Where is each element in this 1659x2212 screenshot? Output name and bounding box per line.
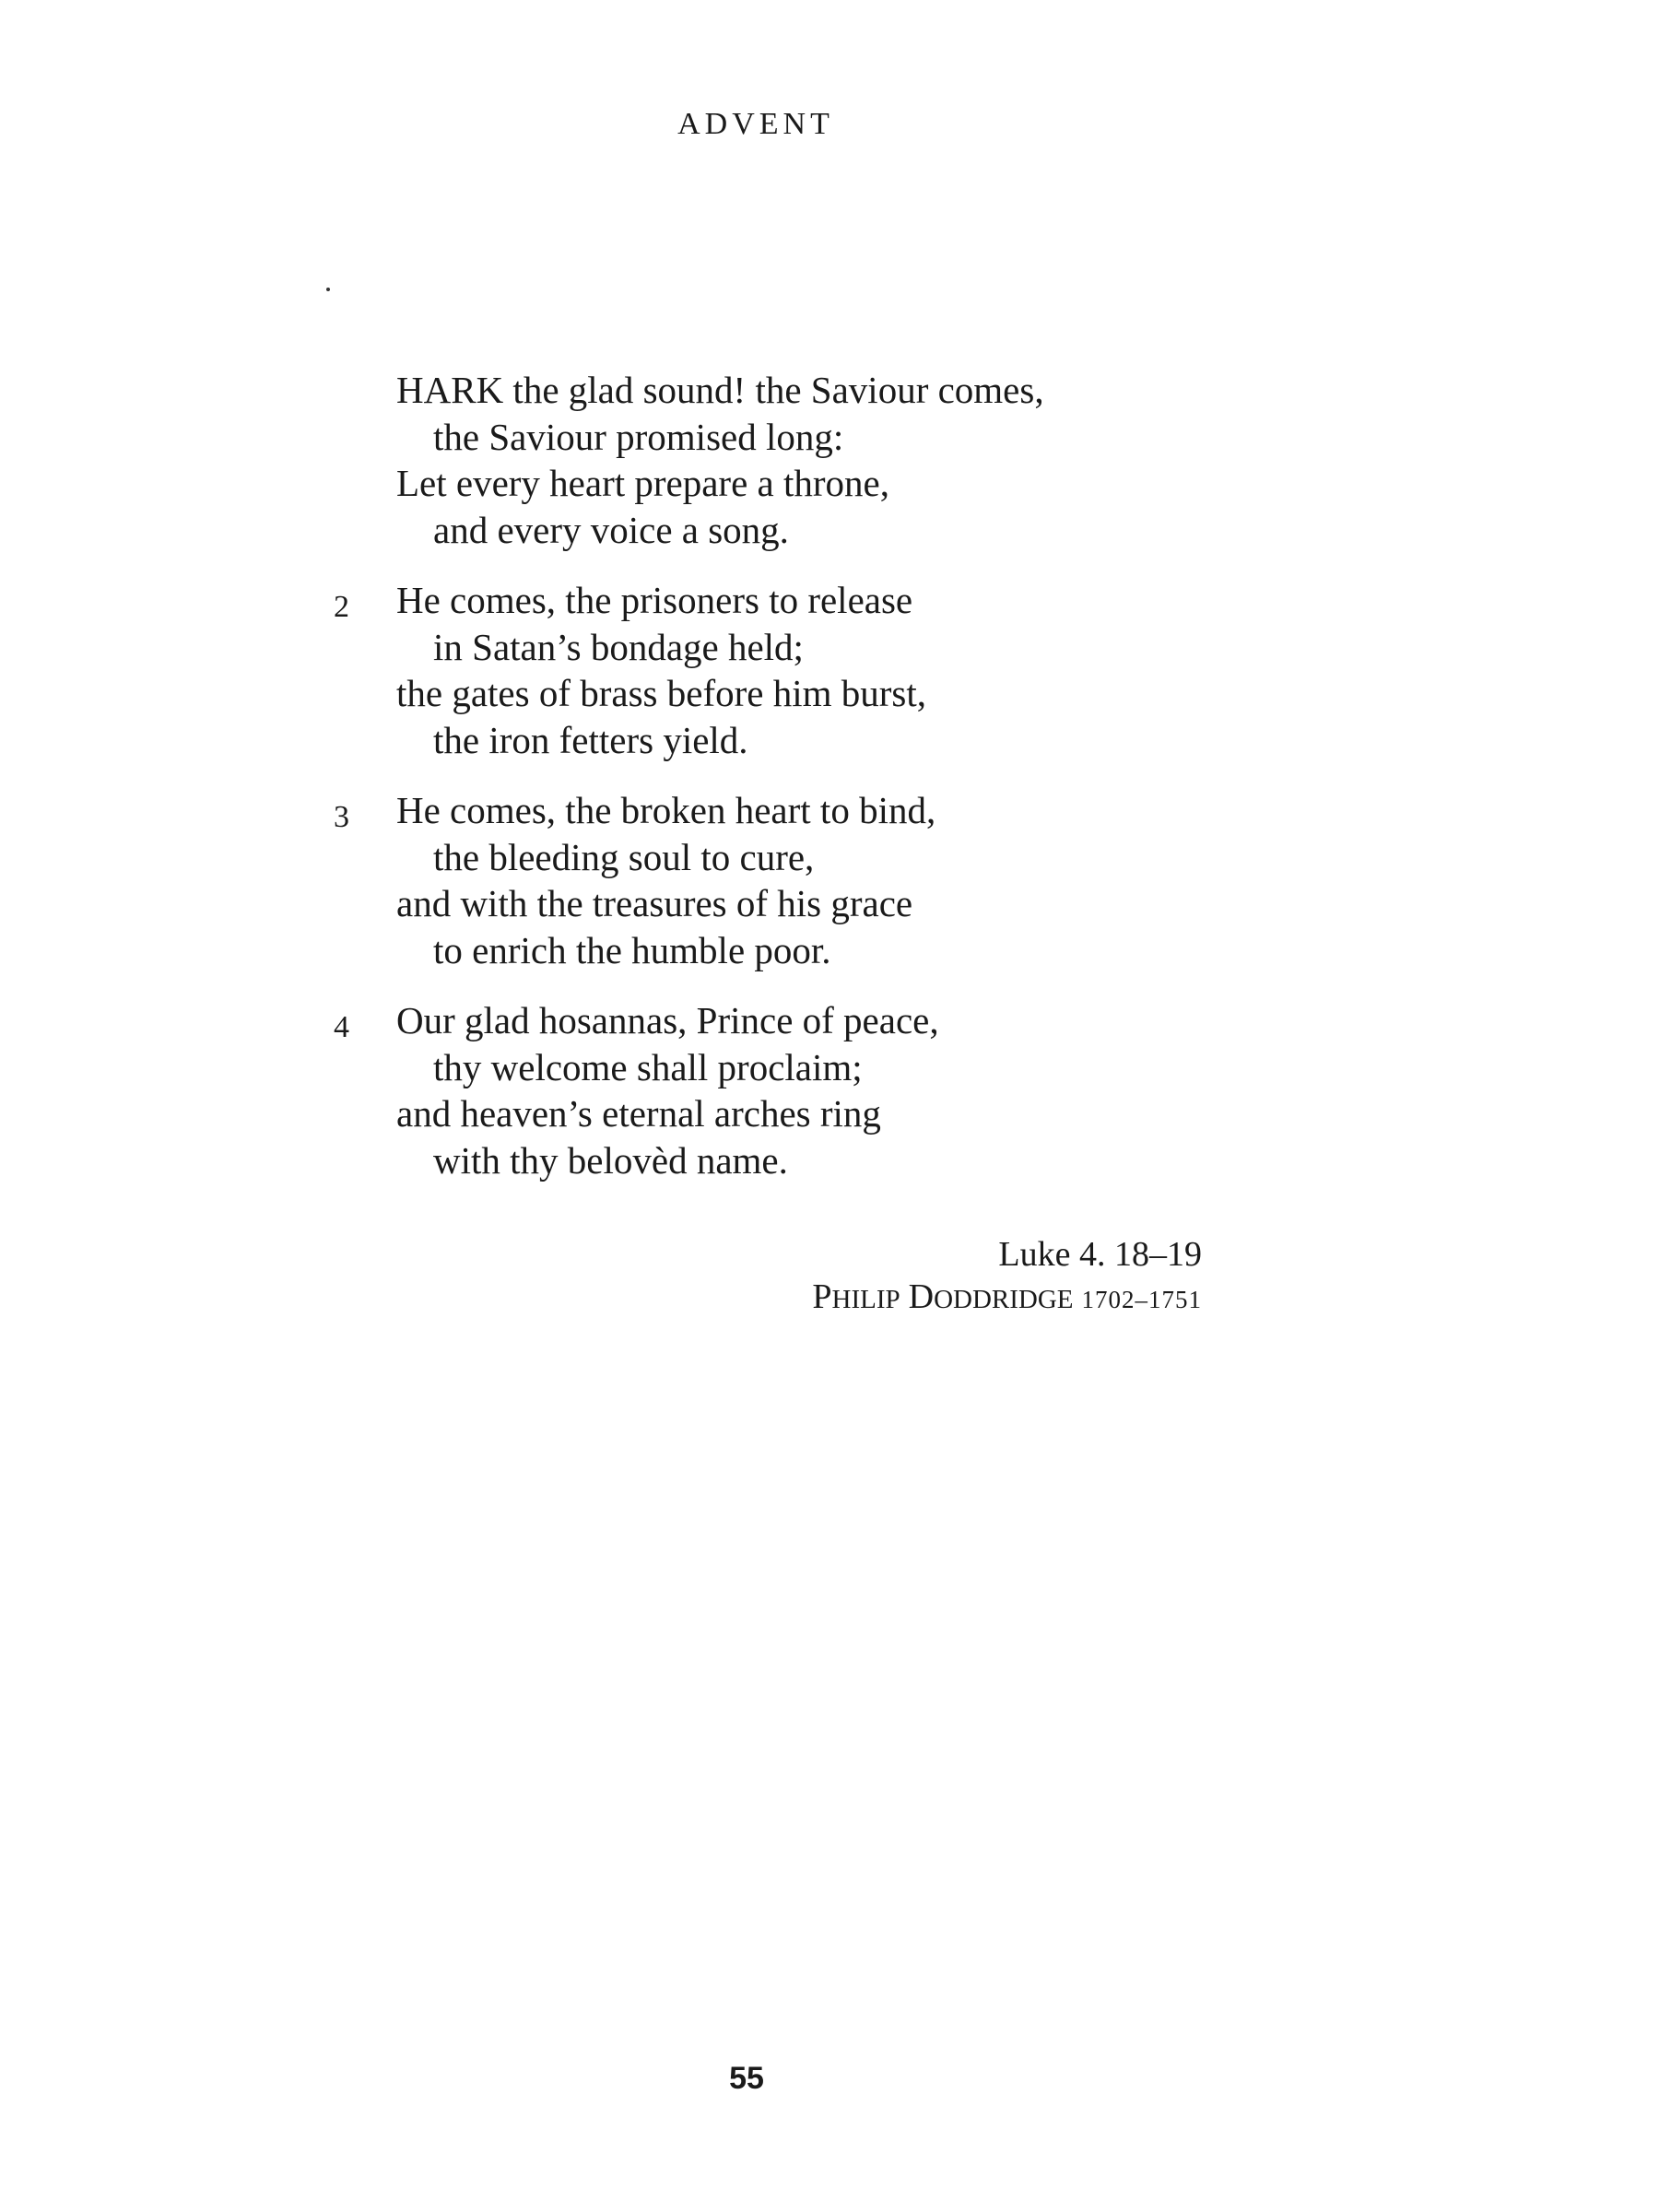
author-first-initial: P bbox=[812, 1277, 832, 1316]
verse-4 bbox=[0, 997, 1659, 1183]
scripture-reference: Luke 4. 18–19 bbox=[998, 1235, 1202, 1274]
author-first-rest: HILIP bbox=[831, 1285, 900, 1314]
verse-line: in Satan’s bondage held; bbox=[433, 625, 804, 668]
verse-line: and heaven’s eternal arches ring bbox=[396, 1092, 881, 1135]
verse-line: the gates of brass before him burst, bbox=[396, 672, 926, 714]
verse-number: 2 bbox=[334, 590, 349, 624]
hymn-text bbox=[0, 367, 1659, 1207]
attribution bbox=[812, 1233, 1202, 1321]
verse-line: Let every heart prepare a throne, bbox=[396, 462, 889, 504]
running-head: ADVENT bbox=[677, 107, 834, 141]
verse-line: and every voice a song. bbox=[433, 508, 789, 551]
verse-line: and with the treasures of his grace bbox=[396, 882, 913, 924]
verse-line: He comes, the prisoners to release bbox=[396, 579, 913, 621]
author-last-initial: D bbox=[908, 1277, 935, 1316]
verse-line: with thy belovèd name. bbox=[433, 1138, 788, 1182]
verse-2 bbox=[0, 577, 1659, 763]
verse-line: Our glad hosannas, Prince of peace, bbox=[396, 999, 939, 1041]
print-speck bbox=[326, 288, 330, 291]
verse-line: thy welcome shall proclaim; bbox=[433, 1045, 863, 1088]
verse-number: 3 bbox=[334, 800, 349, 834]
author-dates: 1702–1751 bbox=[1081, 1286, 1202, 1313]
verse-line: the iron fetters yield. bbox=[433, 718, 748, 761]
verse-number: 4 bbox=[334, 1010, 349, 1044]
author-last-rest: ODDRIDGE bbox=[934, 1285, 1074, 1314]
verse-line: the bleeding soul to cure, bbox=[433, 835, 815, 878]
verse-line: the Saviour promised long: bbox=[433, 415, 844, 458]
verse-1 bbox=[0, 367, 1659, 553]
author-line bbox=[812, 1276, 1202, 1321]
verse-line: to enrich the humble poor. bbox=[433, 928, 831, 971]
verse-line: He comes, the broken heart to bind, bbox=[396, 789, 936, 831]
verse-3 bbox=[0, 787, 1659, 973]
verse-line: HARK the glad sound! the Saviour comes, bbox=[396, 369, 1044, 411]
page-number: 55 bbox=[729, 2061, 764, 2096]
